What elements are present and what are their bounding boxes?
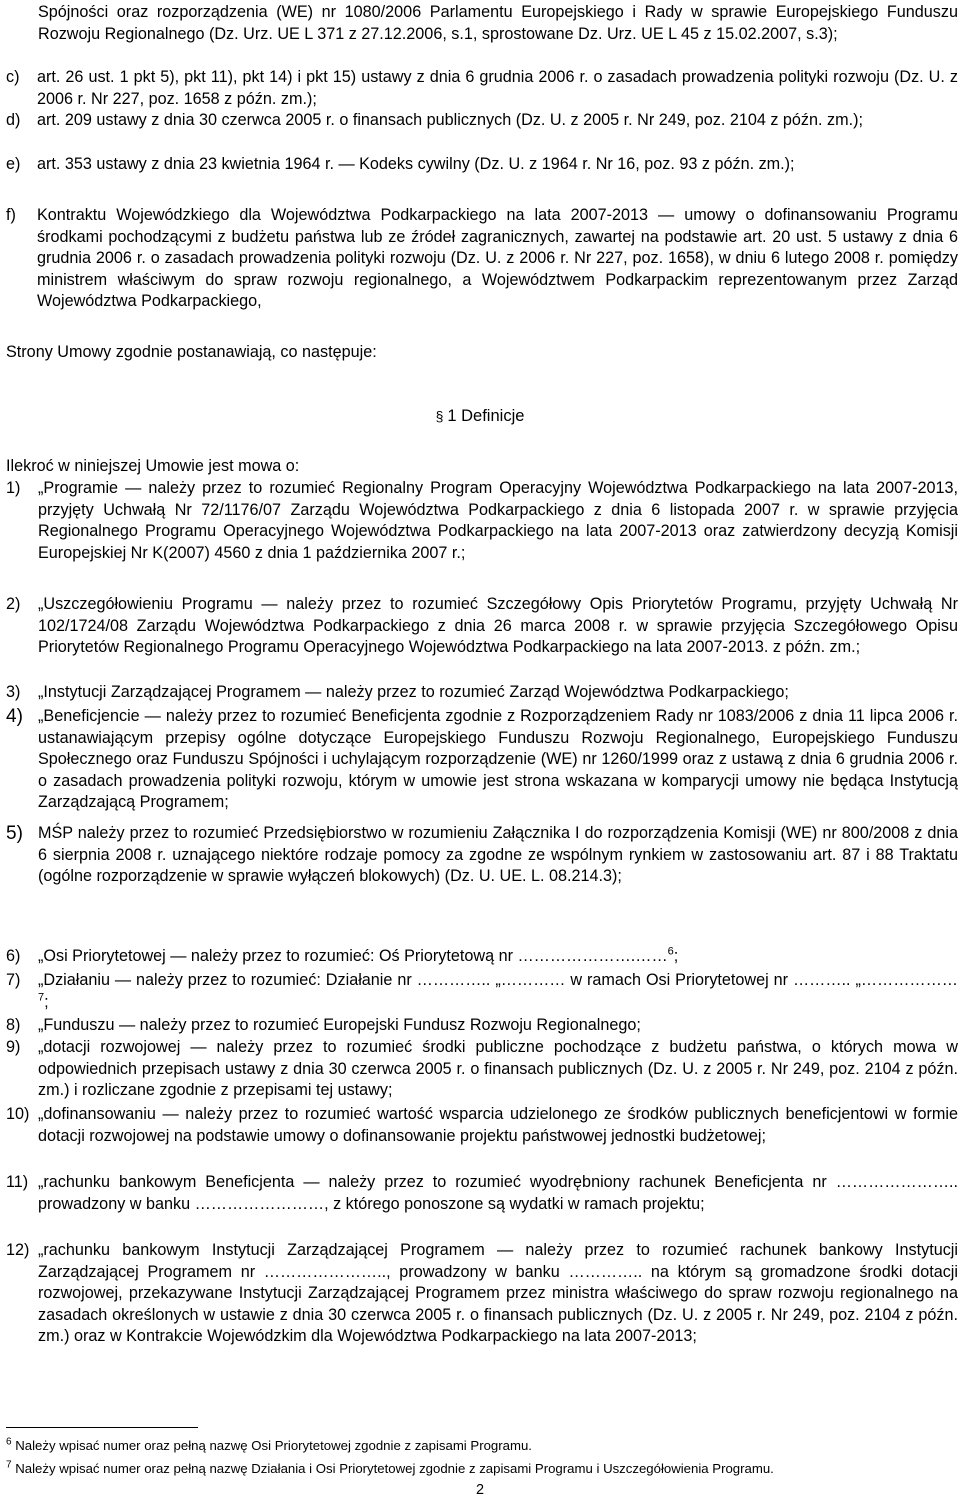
footnote-text: Należy wpisać numer oraz pełną nazwę Działania i Osi Priorytetowej zgodnie z zapisami Programu i Uszczegółowienia Programu.: [15, 1461, 774, 1476]
definition-item: [6, 1172, 958, 1215]
item-text: „dotacji rozwojowej ― należy przez to rozumieć środki publiczne pochodzące z budżetu państwa, o których mowa w odpowiednich przepisach ustawy z dnia 30 czerwca 2005 r. o finansach publicznych (Dz. U. z 2005 r. Nr 249, poz. 2104 z późn. zm.) i rozliczane zgodnie z przepisami tej ustawy;: [38, 1038, 958, 1100]
section-sign: §: [435, 408, 444, 424]
item-text: Kontraktu Wojewódzkiego dla Województwa Podkarpackiego na lata 2007-2013 ― umowy o dofinansowaniu Programu środkami pochodzącymi z budżetu państwa lub ze źródeł zagranicznych, zawartej na podstawie art. 20 ust. 5 ustawy z dnia 6 grudnia 2006 r. o zasadach prowadzenia polityki rozwoju (Dz. U. z 2006 r. Nr 227, poz. 1658), w dniu 6 lutego 2008 r. pomiędzy ministrem właściwym do spraw rozwoju regionalnego, a Województwem Podkarpackim reprezentowanym przez Zarząd Województwa Podkarpackiego,: [37, 206, 958, 311]
intro-continuation: Spójności oraz rozporządzenia (WE) nr 1080/2006 Parlamentu Europejskiego i Rady w sprawie Europejskiego Funduszu Rozwoju Regionalnego (Dz. Urz. UE L 371 z 27.12.2006, s.1, sprostowane Dz. Urz. UE L 45 z 15.02.2007, s.3);: [38, 3, 958, 43]
page-number: 2: [475, 1482, 485, 1498]
definition-item: [6, 1015, 958, 1037]
parties-line: Strony Umowy zgodnie postanawiają, co następuje:: [6, 343, 377, 361]
definition-item: [6, 1240, 958, 1348]
footnote-separator: [6, 1427, 198, 1428]
footnote: [6, 1461, 956, 1477]
item-label: 5): [6, 823, 23, 844]
basis-item-e: [6, 154, 958, 176]
definition-item: [6, 594, 958, 659]
footnote-text: Należy wpisać numer oraz pełną nazwę Osi Priorytetowej zgodnie z zapisami Programu.: [15, 1438, 532, 1453]
definition-item: [6, 970, 958, 1013]
item-label: 2): [6, 595, 21, 613]
item-label: 10): [6, 1105, 30, 1123]
item-text: „Instytucji Zarządzającej Programem ― należy przez to rozumieć Zarząd Województwa Podkarpackiego;: [38, 683, 789, 701]
item-tail: ;: [673, 947, 679, 965]
item-text: „rachunku bankowym Beneficjenta ― należy przez to rozumieć wyodrębniony rachunek Beneficjenta nr ………………….. prowadzony w banku ……………………, z którego ponoszone są wydatki w ramach projektu;: [38, 1173, 958, 1213]
definition-item: [6, 1104, 958, 1147]
item-text: „Uszczegółowieniu Programu ― należy przez to rozumieć Szczegółowy Opis Priorytetów Programu, przyjęty Uchwałą Nr 102/1724/08 Zarządu Województwa Podkarpackiego z dnia 26 marca 2008 r. w sprawie przyjęcia Szczegółowego Opisu Priorytetów Regionalnego Programu Operacyjnego Województwa Podkarpackiego na lata 2007-2013. z późn. zm.;: [38, 595, 958, 657]
item-text: MŚP należy przez to rozumieć Przedsiębiorstwo w rozumieniu Załącznika I do rozporządzenia Komisji (WE) nr 800/2008 z dnia 6 sierpnia 2008 r. uznającego niektóre rodzaje pomocy za zgodne ze wspólnym rynkiem w zastosowaniu art. 87 i 88 Traktatu (ogólne rozporządzenie w sprawie wyłączeń blokowych) (Dz. U. UE. L. 08.214.3);: [38, 824, 958, 886]
item-label: 8): [6, 1016, 21, 1034]
item-text: „Działaniu ― należy przez to rozumieć: Działanie nr ………….. „………… w ramach Osi Priorytetowej nr ……….. „………………: [38, 971, 958, 989]
definition-item: [6, 823, 958, 888]
definition-item: [6, 946, 958, 968]
item-label: c): [6, 68, 20, 86]
item-label: 11): [6, 1173, 29, 1191]
item-text: „Osi Priorytetowej ― należy przez to rozumieć: Oś Priorytetową nr ………………….……: [38, 947, 668, 965]
section-title: 1 Definicje: [447, 407, 525, 425]
item-label: 1): [6, 479, 21, 497]
definition-item: [6, 706, 958, 814]
item-text: „Programie ― należy przez to rozumieć Regionalny Program Operacyjny Województwa Podkarpackiego na lata 2007-2013, przyjęty Uchwałą Nr 72/1176/07 Zarządu Województwa Podkarpackiego z dnia 6 listopada 2007 r. w sprawie przyjęcia Regionalnego Programu Operacyjnego Województwa Podkarpackiego na lata 2007-2013 oraz zatwierdzony decyzją Komisji Europejskiej Nr K(2007) 4560 z dnia 1 października 2007 r.;: [38, 479, 958, 562]
section-heading: [0, 406, 960, 428]
footnote-number: 7: [6, 1459, 12, 1471]
item-text: art. 26 ust. 1 pkt 5), pkt 11), pkt 14) i pkt 15) ustawy z dnia 6 grudnia 2006 r. o zasadach prowadzenia polityki rozwoju (Dz. U. z 2006 r. Nr 227, poz. 1658 z późn. zm.);: [37, 68, 958, 108]
item-label: 7): [6, 971, 21, 989]
item-label: 3): [6, 683, 21, 701]
footnote-ref: 7: [38, 991, 45, 1004]
item-label: 9): [6, 1038, 21, 1056]
basis-item-f: [6, 205, 958, 313]
item-text: „dofinansowaniu ― należy przez to rozumieć wartość wsparcia udzielonego ze środków publicznych beneficjentowi w formie dotacji rozwojowej na podstawie umowy o dofinansowanie projektu państwowej jednostki budżetowej;: [38, 1105, 958, 1145]
item-text: art. 353 ustawy z dnia 23 kwietnia 1964 r. ― Kodeks cywilny (Dz. U. z 1964 r. Nr 16, poz. 93 z późn. zm.);: [37, 155, 795, 173]
item-label: 12): [6, 1241, 30, 1259]
basis-item-d: [6, 110, 958, 132]
item-label: 4): [6, 706, 23, 727]
item-text: „rachunku bankowym Instytucji Zarządzającej Programem ― należy przez to rozumieć rachunek bankowy Instytucji Zarządzającej Programem nr ………………….., prowadzony w banku ………….. na którym są gromadzone środki dotacji rozwojowej, przekazywane Instytucji Zarządzającej Programem przez ministra właściwego do spraw rozwoju regionalnego na zasadach określonych w ustawie z dnia 30 czerwca 2005 r. o finansach publicznych (Dz. U. z 2005 r. Nr 249, poz. 2104 z późn. zm.) oraz w Kontrakcie Wojewódzkim dla Województwa Podkarpackiego na lata 2007-2013;: [38, 1241, 958, 1346]
item-tail: ;: [44, 992, 49, 1011]
definition-item: [6, 478, 958, 564]
footnote: [6, 1438, 956, 1454]
basis-item-c: [6, 67, 958, 110]
footnote-ref: 6: [667, 945, 674, 958]
footnote-number: 6: [6, 1436, 12, 1448]
item-label: f): [6, 206, 16, 224]
item-text: „Funduszu ― należy przez to rozumieć Europejski Fundusz Rozwoju Regionalnego;: [38, 1016, 641, 1034]
item-label: d): [6, 111, 21, 129]
item-text: art. 209 ustawy z dnia 30 czerwca 2005 r. o finansach publicznych (Dz. U. z 2005 r. Nr 249, poz. 2104 z późn. zm.);: [37, 111, 863, 129]
definitions-intro: Ilekroć w niniejszej Umowie jest mowa o:: [6, 457, 300, 475]
item-label: e): [6, 155, 21, 173]
item-label: 6): [6, 947, 21, 965]
definition-item: [6, 682, 958, 704]
item-text: „Beneficjencie ― należy przez to rozumieć Beneficjenta zgodnie z Rozporządzeniem Rady nr 1083/2006 z dnia 11 lipca 2006 r. ustanawiającym przepisy ogólne dotyczące Europejskiego Funduszu Rozwoju Regionalnego, Europejskiego Funduszu Społecznego oraz Funduszu Spójności i uchylającym rozporządzenie (WE) nr 1260/1999 oraz z ustawą z dnia 6 grudnia 2006 r. o zasadach prowadzenia polityki rozwoju, którym w umowie jest strona wskazana w komparycji umowy nie będąca Instytucją Zarządzającą Programem;: [38, 707, 958, 812]
definition-item: [6, 1037, 958, 1102]
